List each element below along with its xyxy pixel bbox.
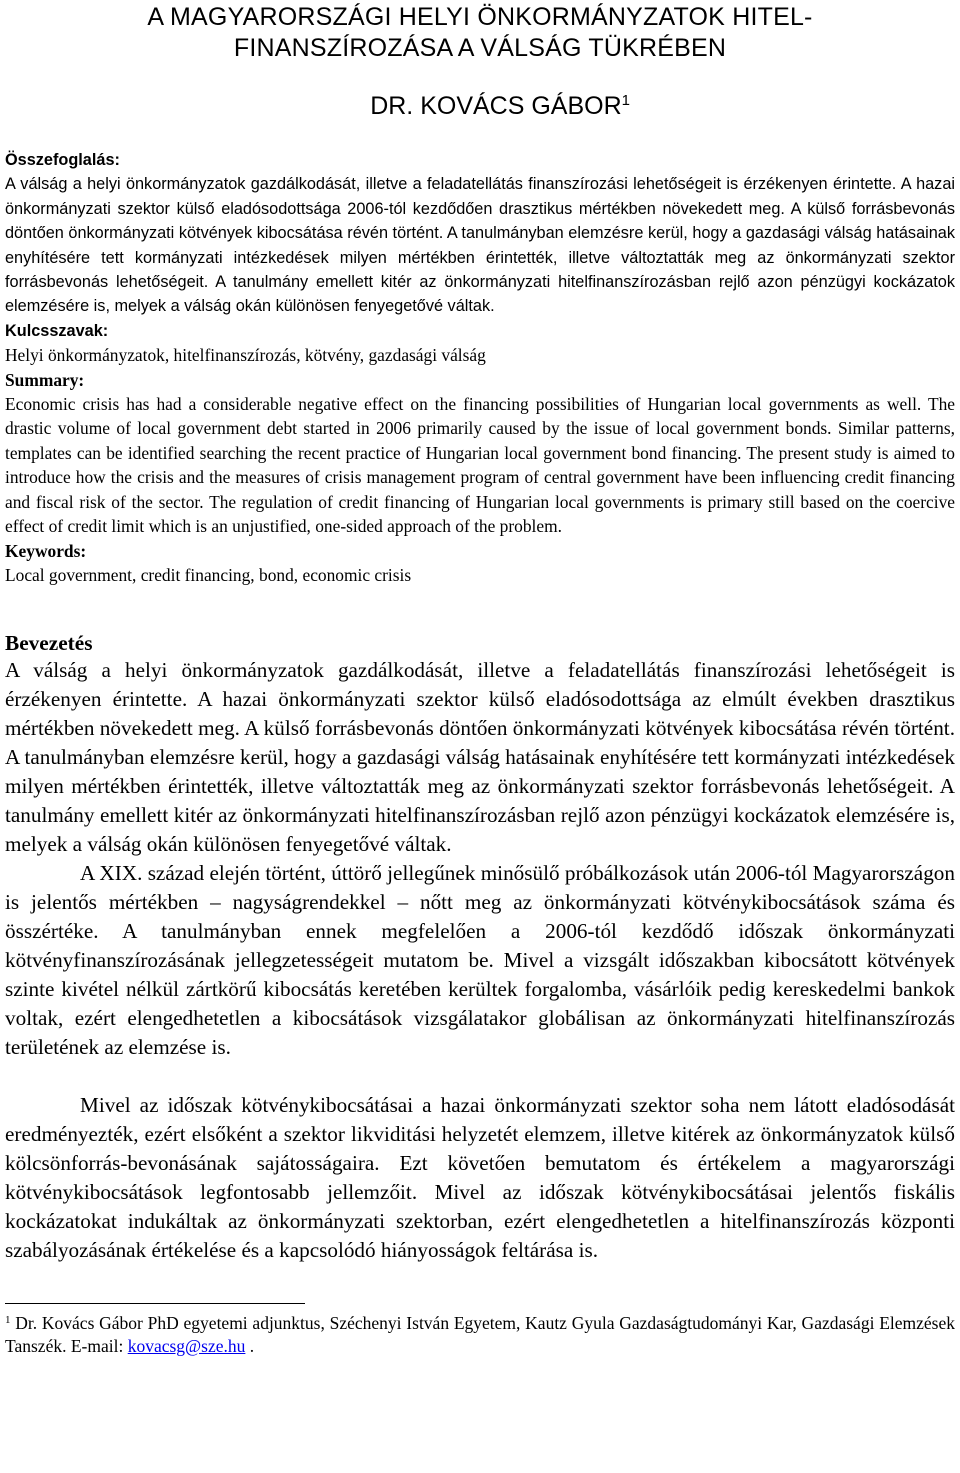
- keywords-en-text: Local government, credit financing, bond, economic crisis: [5, 564, 412, 585]
- author-footnote-mark: 1: [621, 92, 630, 109]
- summary-hu-label: Összefoglalás:: [5, 151, 120, 169]
- keywords-hu-label: Kulcsszavak:: [5, 321, 109, 340]
- body-paragraph: A válság a helyi önkormányzatok gazdálkodását, illetve a feladatellátás finanszírozási lehetőségeit is érzékenyen érintette. A hazai önkormányzati szektor külső eladósodottsága az elmúlt években drasztikus mértékben növekedett meg. A külső forrásbevonás döntően önkormányzati kötvények kibocsátása révén történt. A tanulmányban elemzésre kerül, hogy a gazdasági válság hatásainak enyhítésére tett kormányzati intézkedések milyen mértékben érintették, illetve változtatták meg az önkormányzati szektor forrásbevonás lehetőségeit. A tanulmány emellett kitér az önkormányzati hitelfinanszírozásban rejlő azon pénzügyi kockázatok elemzésére is, melyek a válság okán különösen fenyegetővé váltak.: [5, 658, 955, 857]
- email-link[interactable]: kovacsg@sze.hu: [127, 1336, 246, 1357]
- footnote-divider: [5, 1303, 305, 1304]
- title-line-2: FINANSZÍROZÁSA A VÁLSÁG TÜKRÉBEN: [233, 34, 727, 62]
- footnote-mark: 1: [5, 1314, 11, 1327]
- summary-en-label: Summary:: [5, 369, 85, 390]
- section-heading: Bevezetés: [5, 631, 93, 656]
- summary-en-text: Economic crisis has had a considerable negative effect on the financing possibilities of Hungarian local governments as well. The drastic volume of local government debt started in 2006 primarily caused by the issue of local government bonds. Similar patterns, templates can be identified searching the recent practice of Hungarian local government bond financing. The present study is aimed to introduce how the crisis and the measures of crisis management program of central government have been influencing credit financing and fiscal risk of the sector. The regulation of credit financing of Hungarian local governments is primary still based on the coercive effect of credit limit which is an unjustified, one-sided approach of the problem.: [5, 394, 955, 537]
- author-name: DR. KOVÁCS GÁBOR: [370, 92, 622, 120]
- paper-title: [5, 2, 955, 64]
- title-line-1: A MAGYARORSZÁGI HELYI ÖNKORMÁNYZATOK HITEL-: [147, 3, 813, 31]
- summary-hu-text: A válság a helyi önkormányzatok gazdálkodását, illetve a feladatellátás finanszírozási lehetőségeit is érzékenyen érintette. A hazai önkormányzati szektor külső eladósodottsága 2006-tól kezdődően drasztikus mértékben növekedett meg. A külső forrásbevonás döntően önkormányzati kötvények kibocsátása révén történt. A tanulmányban elemzésre kerül, hogy a gazdasági válság hatásainak enyhítésére tett kormányzati intézkedések milyen mértékben érintették, illetve változtatták meg az önkormányzati szektor forrásbevonás lehetőségeit. A tanulmány emellett kitér az önkormányzati hitelfinanszírozásban rejlő azon pénzügyi kockázatok elemzésére is, melyek a válság okán különösen fenyegetővé váltak.: [5, 175, 955, 316]
- author-line: [5, 91, 955, 122]
- keywords-en-label: Keywords:: [5, 540, 87, 561]
- footnote-end: .: [249, 1336, 255, 1357]
- body-paragraph: Mivel az időszak kötvénykibocsátásai a hazai önkormányzati szektor soha nem látott eladósodását eredményezték, ezért elsőként a szektor likviditási helyzetét elemzem, illetve kitérek az önkormányzatok külső kölcsönforrás-bevonásának sajátosságaira. Ezt követően bemutatom és értékelem a magyarországi kötvénykibocsátások legfontosabb jellemzőit. Mivel az időszak kötvénykibocsátásai jelentős fiskális kockázatokat indukáltak az önkormányzati szektorban, ezért elengedhetetlen a hitelfinanszírozás központi szabályozásának értékelése és a kapcsolódó hiányosságok feltárása is.: [5, 1093, 955, 1263]
- body-paragraph: A XIX. század elején történt, úttörő jellegűnek minősülő próbálkozások után 2006-tól Magyarországon is jelentős mértékben – nagyságrendekkel – nőtt meg az önkormányzati kötvénykibocsátások száma és összértéke. A tanulmányban ennek megfelelően a 2006-tól kezdődő időszak önkormányzati kötvényfinanszírozásának jellegzetességeit mutatom be. Mivel a vizsgált időszakban kibocsátott kötvények szinte kivétel nélkül zártkörű kibocsátás keretében kerültek forgalomba, vásárlóik pedig kereskedelmi bankok voltak, ezért elengedhetetlen a kibocsátások vizsgálatakor globálisan az önkormányzati hitelfinanszírozás területének az elemzése is.: [5, 861, 955, 1060]
- footnote-text: Dr. Kovács Gábor PhD egyetemi adjunktus, Széchenyi István Egyetem, Kautz Gyula Gazdaságtudományi Kar, Gazdasági Elemzések Tanszék. E-mail:: [5, 1313, 955, 1357]
- keywords-hu-text: Helyi önkormányzatok, hitelfinanszírozás, kötvény, gazdasági válság: [5, 345, 486, 366]
- footnote: [5, 1312, 955, 1358]
